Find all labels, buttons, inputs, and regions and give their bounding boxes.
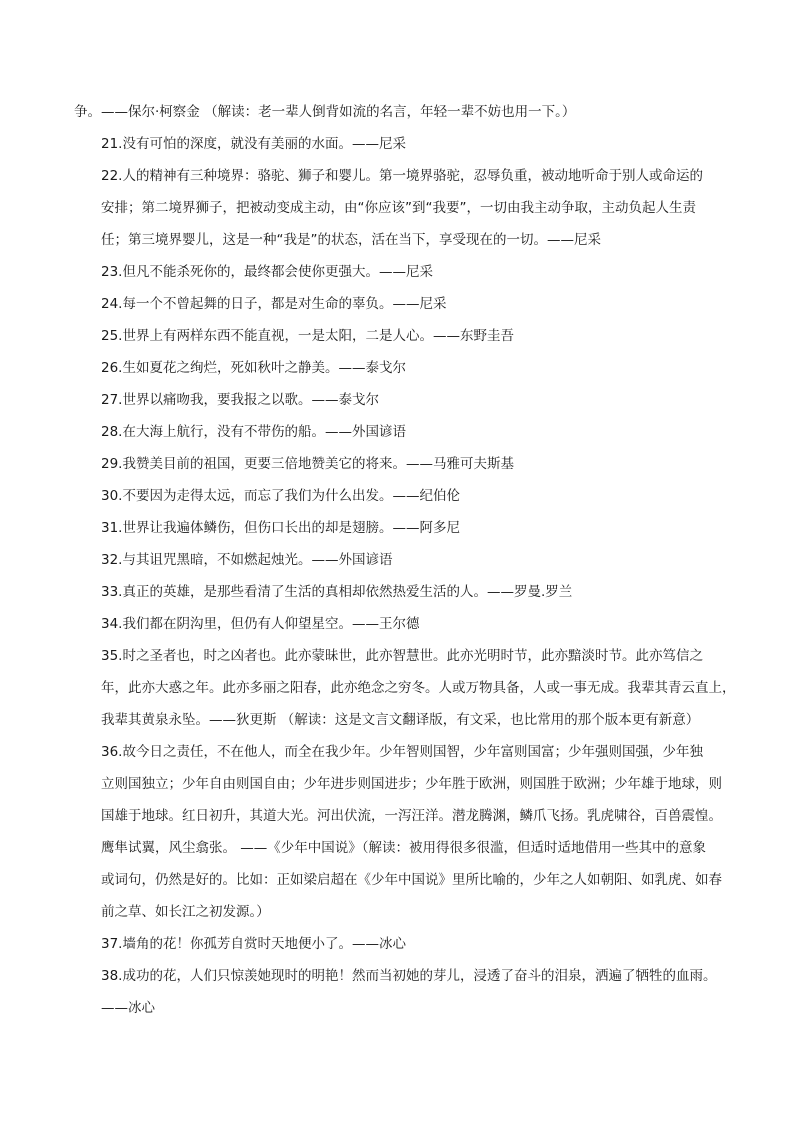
quote-paragraph <box>74 128 724 160</box>
text-line: 23.但凡不能杀死你的，最终都会使你更强大。——尼采 <box>101 264 433 280</box>
quote-paragraph <box>74 480 724 512</box>
text-line: 38.成功的花，人们只惊羡她现时的明艳！然而当初她的芽儿，浸透了奋斗的泪泉，洒遍了牺牲的血雨。 <box>101 968 717 984</box>
quote-paragraph <box>74 960 724 1024</box>
text-line: 29.我赞美目前的祖国，更要三倍地赞美它的将来。——马雅可夫斯基 <box>101 456 514 472</box>
text-line: 27.世界以痛吻我，要我报之以歌。——泰戈尔 <box>101 392 379 408</box>
text-line: 前之草、如长江之初发源。） <box>101 904 270 920</box>
text-line: 任；第三境界婴儿，这是一种“我是”的状态，活在当下，享受现在的一切。——尼采 <box>101 232 601 248</box>
text-line: 24.每一个不曾起舞的日子，都是对生命的辜负。——尼采 <box>101 296 447 312</box>
text-line: 安排；第二境界狮子，把被动变成主动，由“你应该”到“我要”，一切由我主动争取，主动负起人生责 <box>101 200 696 216</box>
text-line: 36.故今日之责任，不在他人，而全在我少年。少年智则国智，少年富则国富；少年强则国强，少年独 <box>101 744 703 760</box>
quote-paragraph <box>74 160 724 256</box>
quote-paragraph <box>74 928 724 960</box>
quote-paragraph <box>74 416 724 448</box>
text-line: 37.墙角的花！你孤芳自赏时天地便小了。——冰心 <box>101 936 406 952</box>
quote-paragraph <box>74 96 724 128</box>
text-line: 35.时之圣者也，时之凶者也。此亦蒙昧世，此亦智慧世。此亦光明时节，此亦黯淡时节。此亦笃信之 <box>101 648 703 664</box>
quote-paragraph <box>74 576 724 608</box>
text-line: 21.没有可怕的深度，就没有美丽的水面。——尼采 <box>101 136 406 152</box>
quote-paragraph <box>74 288 724 320</box>
text-line: 32.与其诅咒黑暗，不如燃起烛光。——外国谚语 <box>101 552 393 568</box>
text-line: 国雄于地球。红日初升，其道大光。河出伏流，一泻汪洋。潜龙腾渊，鳞爪飞扬。乳虎啸谷，百兽震惶。 <box>101 808 722 824</box>
quote-paragraph <box>74 352 724 384</box>
text-line: 25.世界上有两样东西不能直视，一是太阳，二是人心。——东野圭吾 <box>101 328 514 344</box>
text-line: 34.我们都在阴沟里，但仍有人仰望星空。——王尔德 <box>101 616 420 632</box>
text-line: ——冰心 <box>101 1000 155 1016</box>
quote-paragraph <box>74 544 724 576</box>
text-line: 鹰隼试翼，风尘翕张。 ——《少年中国说》（解读：被用得很多很滥，但适时适地借用一些其中的意象 <box>101 840 707 856</box>
text-line: 立则国独立；少年自由则国自由；少年进步则国进步；少年胜于欧洲，则国胜于欧洲；少年雄于地球，则 <box>101 776 722 792</box>
quote-paragraph <box>74 320 724 352</box>
text-line: 或词句，仍然是好的。比如：正如梁启超在《少年中国说》里所比喻的，少年之人如朝阳、如乳虎、如春 <box>101 872 722 888</box>
quote-paragraph <box>74 256 724 288</box>
text-line: 年，此亦大惑之年。此亦多丽之阳春，此亦绝念之穷冬。人或万物具备，人或一事无成。我辈其青云直上， <box>101 680 736 696</box>
quote-paragraph <box>74 736 724 928</box>
document-body <box>74 96 736 1024</box>
quote-paragraph <box>74 384 724 416</box>
quote-paragraph <box>74 448 724 480</box>
text-line: 22.人的精神有三种境界：骆驼、狮子和婴儿。第一境界骆驼，忍辱负重，被动地听命于别人或命运的 <box>101 168 703 184</box>
text-line: 30.不要因为走得太远，而忘了我们为什么出发。——纪伯伦 <box>101 488 460 504</box>
quote-paragraph <box>74 608 724 640</box>
text-line: 31.世界让我遍体鳞伤，但伤口长出的却是翅膀。——阿多尼 <box>101 520 460 536</box>
text-line: 28.在大海上航行，没有不带伤的船。——外国谚语 <box>101 424 406 440</box>
text-line: 争。——保尔·柯察金 （解读：老一辈人倒背如流的名言，年轻一辈不妨也用一下。） <box>74 104 576 120</box>
text-line: 我辈其黄泉永坠。——狄更斯 （解读：这是文言文翻译版，有文采，也比常用的那个版本更有新意） <box>101 712 700 728</box>
quote-paragraph <box>74 512 724 544</box>
text-line: 33.真正的英雄，是那些看清了生活的真相却依然热爱生活的人。——罗曼.罗兰 <box>101 584 573 600</box>
text-line: 26.生如夏花之绚烂，死如秋叶之静美。——泰戈尔 <box>101 360 406 376</box>
quote-paragraph <box>74 640 736 736</box>
